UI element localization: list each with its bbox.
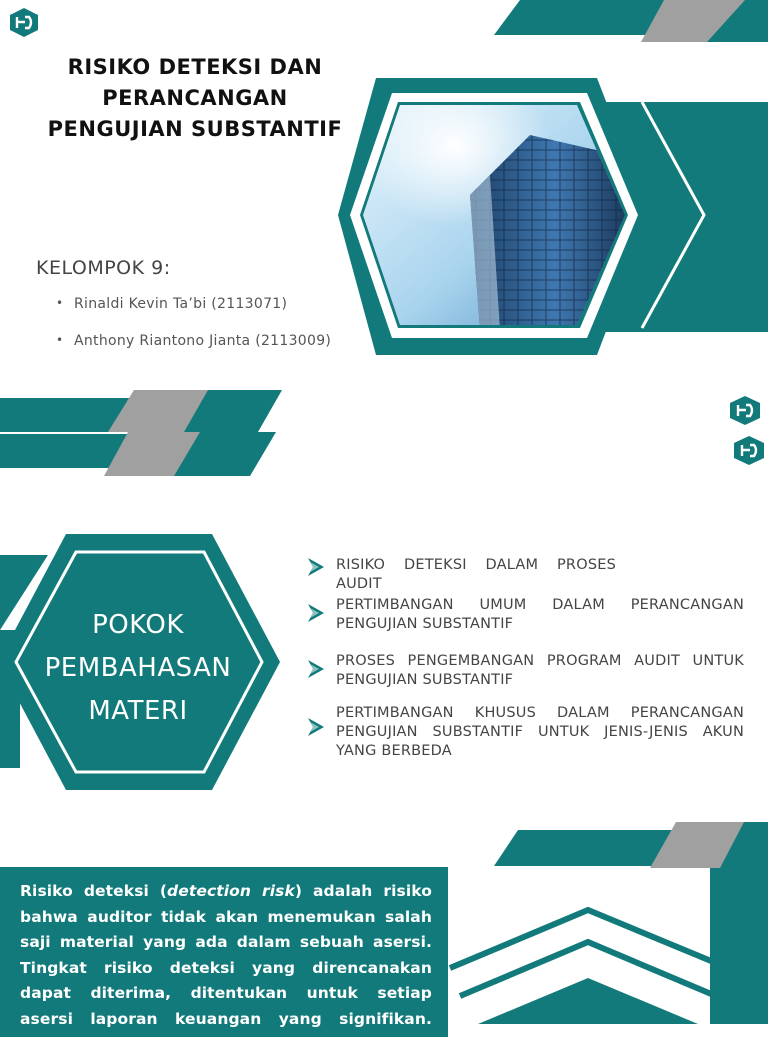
topic-text: RISIKO DETEKSI DALAM PROSES AUDIT bbox=[336, 557, 616, 592]
term-emphasis: detection risk bbox=[167, 882, 295, 900]
group-label: KELOMPOK 9: bbox=[36, 257, 171, 279]
topic-text: PERTIMBANGAN KHUSUS DALAM PERANCANGAN PENGUJIAN SUBSTANTIF UNTUK JENIS-JENIS AKUN YANG BERBEDA bbox=[336, 705, 744, 759]
presentation-title: RISIKO DETEKSI DAN PERANCANGAN PENGUJIAN SUBSTANTIF bbox=[47, 55, 343, 141]
definition-box bbox=[0, 867, 448, 1053]
arrow-bullet-icon bbox=[306, 658, 326, 680]
agenda-slide bbox=[0, 500, 768, 820]
definition-paragraph: Risiko deteksi (detection risk) adalah risiko bahwa auditor tidak akan menemukan salah saji material yang ada dalam sebuah asersi. Tingkat risiko deteksi yang direncanakan dapat diterima, ditentukan untuk setiap asersi laporan keuangan yang signifikan. Selanjutnya, bbox=[20, 882, 432, 1053]
arrow-bullet-icon bbox=[306, 556, 326, 578]
member-name: Rinaldi Kevin Ta’bi (2113071) bbox=[74, 296, 288, 312]
list-item bbox=[56, 296, 331, 333]
title-slide bbox=[0, 0, 768, 500]
bullet-icon: • bbox=[56, 296, 64, 310]
agenda-title: POKOK PEMBAHASAN MATERI bbox=[44, 610, 232, 726]
member-name: Anthony Riantono Jianta (2113009) bbox=[74, 333, 332, 349]
hexagon-logo-icon bbox=[734, 436, 764, 465]
hexagon-logo-icon bbox=[10, 8, 38, 37]
arrow-bullet-icon bbox=[306, 602, 326, 624]
list-item bbox=[56, 333, 331, 370]
member-list bbox=[56, 296, 331, 370]
topic-text: PROSES PENGEMBANGAN PROGRAM AUDIT UNTUK PENGUJIAN SUBSTANTIF bbox=[336, 653, 744, 688]
hexagon-logo-icon bbox=[730, 396, 760, 425]
content-slide bbox=[0, 820, 768, 1053]
arrow-bullet-icon bbox=[306, 716, 326, 738]
topic-text: PERTIMBANGAN UMUM DALAM PERANCANGAN PENGUJIAN SUBSTANTIF bbox=[336, 597, 744, 632]
bullet-icon: • bbox=[56, 333, 64, 347]
